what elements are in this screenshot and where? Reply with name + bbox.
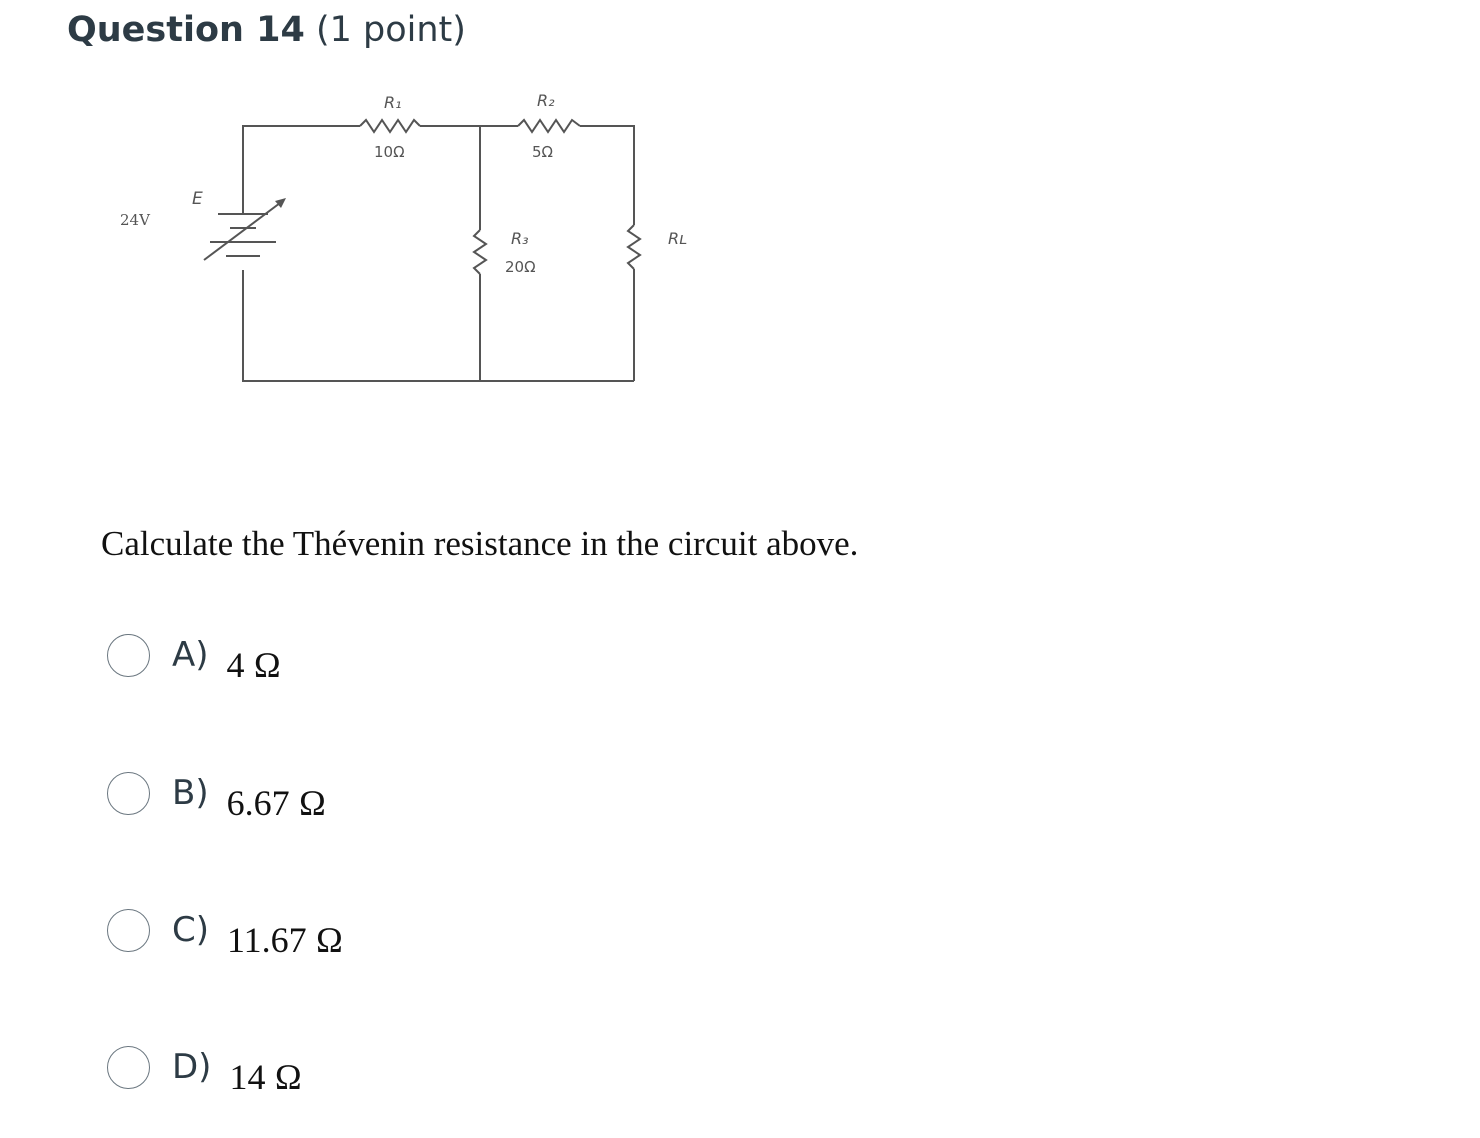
r3-name-label: R₃ xyxy=(511,229,529,248)
answer-option-b[interactable] xyxy=(107,768,327,823)
option-value: 4 Ω xyxy=(226,645,282,685)
radio-button-d[interactable] xyxy=(107,1046,150,1089)
source-voltage-label: 24V xyxy=(120,211,150,229)
answer-option-c[interactable] xyxy=(107,905,344,960)
r1-resistor xyxy=(360,120,420,132)
circuit-wires xyxy=(204,120,640,381)
r2-name-label: R₂ xyxy=(537,91,555,110)
option-value: 14 Ω xyxy=(229,1057,303,1097)
r1-name-label: R₁ xyxy=(384,93,402,112)
r3-resistor xyxy=(474,230,486,274)
answer-option-d[interactable] xyxy=(107,1042,303,1097)
r2-value-label: 5Ω xyxy=(532,143,554,161)
option-letter: A) xyxy=(172,635,209,675)
option-letter: D) xyxy=(172,1047,212,1087)
question-header xyxy=(67,10,466,50)
radio-button-b[interactable] xyxy=(107,772,150,815)
rl-name-label: Rʟ xyxy=(668,229,688,248)
r2-resistor xyxy=(518,120,580,132)
question-prompt: Calculate the Thévenin resistance in the circuit above. xyxy=(101,524,859,563)
question-title: Question 14 xyxy=(67,10,305,50)
radio-button-c[interactable] xyxy=(107,909,150,952)
radio-button-a[interactable] xyxy=(107,634,150,677)
source-name-label: E xyxy=(192,189,203,209)
r3-value-label: 20Ω xyxy=(505,258,536,276)
option-letter: C) xyxy=(172,910,210,950)
rl-resistor xyxy=(628,225,640,269)
question-points: (1 point) xyxy=(315,10,466,50)
option-value: 6.67 Ω xyxy=(226,783,327,823)
r1-value-label: 10Ω xyxy=(374,143,405,161)
option-value: 11.67 Ω xyxy=(227,920,344,960)
answer-option-a[interactable] xyxy=(107,630,282,685)
circuit-diagram xyxy=(100,80,720,400)
option-letter: B) xyxy=(172,773,209,813)
